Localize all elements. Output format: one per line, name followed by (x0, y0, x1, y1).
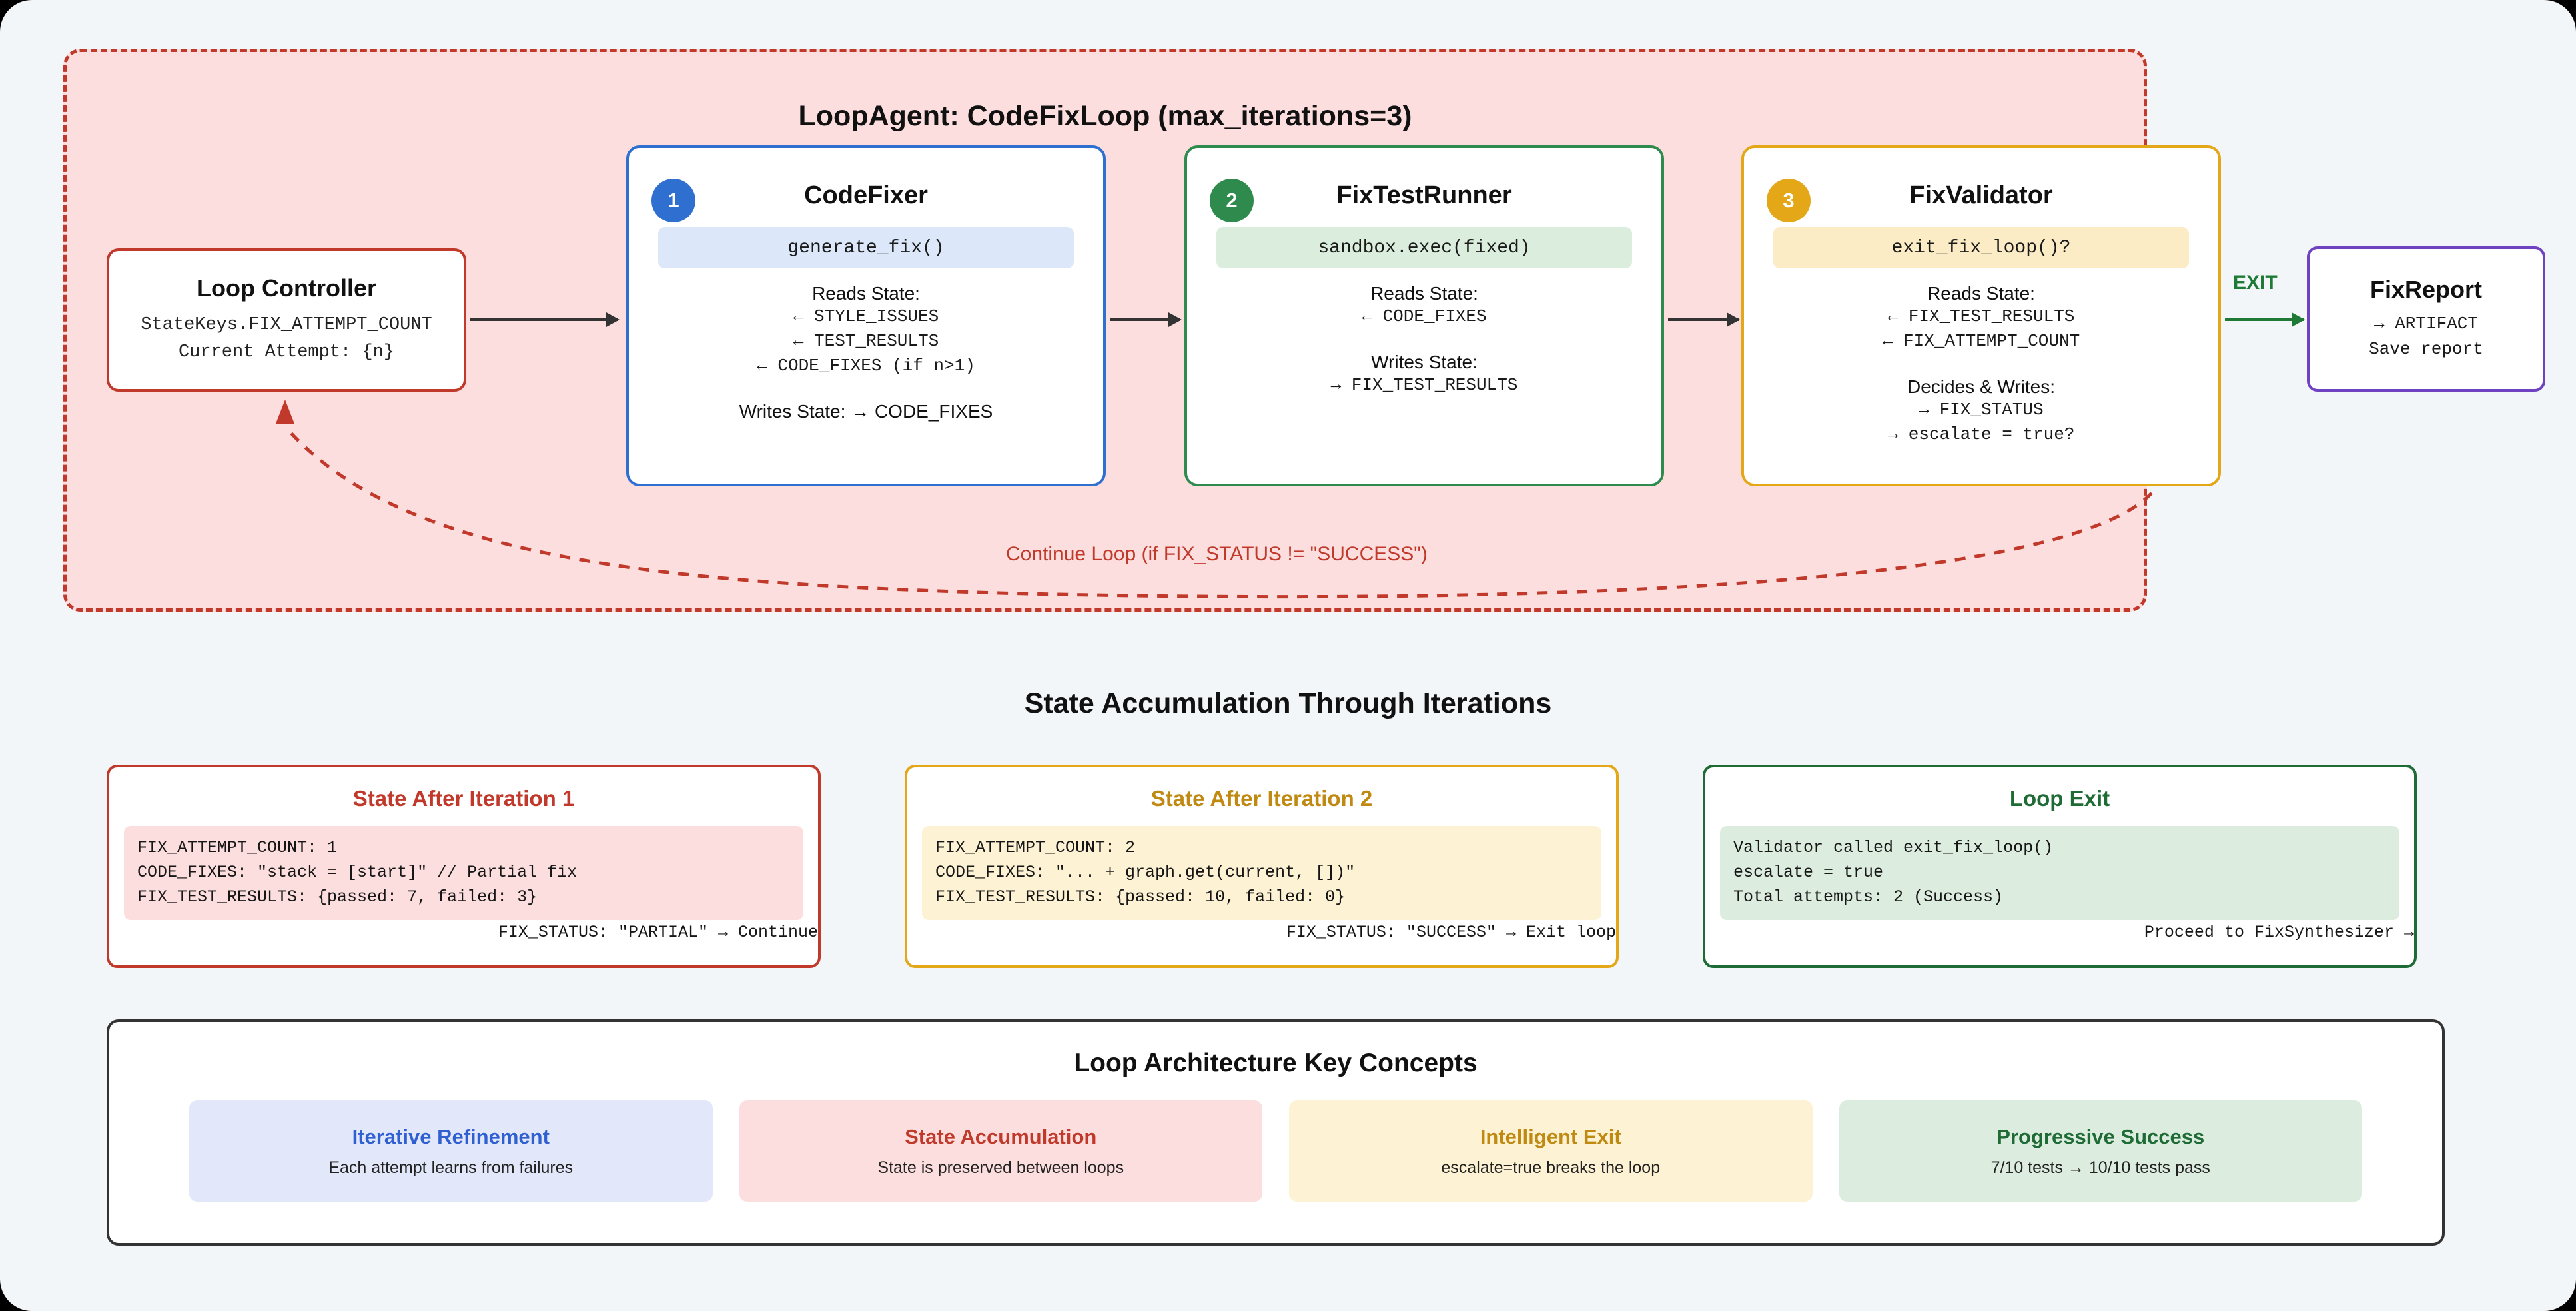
key-concepts-panel (107, 1019, 2445, 1246)
states-section-title: State Accumulation Through Iterations (1024, 687, 1552, 719)
concept-intelligent-exit[interactable] (1289, 1100, 1813, 1202)
state-line-2c: FIX_TEST_RESULTS: {passed: 10, failed: 0} (935, 887, 1346, 907)
concept-state-accumulation[interactable] (739, 1100, 1263, 1202)
state-body-3 (1720, 826, 2399, 920)
agent-body-fixvalidator (1744, 283, 2218, 447)
state-title-2: State After Iteration 2 (1150, 786, 1373, 811)
state-line-2b: CODE_FIXES: "... + graph.get(current, [])" (935, 863, 1356, 882)
reads-item-1c: ← CODE_FIXES (if n>1) (757, 355, 975, 376)
concept-title-2: State Accumulation (905, 1124, 1097, 1148)
agent-step-badge-1: 1 (651, 179, 695, 222)
reads-item-2a: ← CODE_FIXES (1362, 306, 1487, 326)
key-concepts-row (109, 1078, 2442, 1202)
writes-head-1: Writes State: → CODE_FIXES (739, 400, 993, 422)
state-footer-3: Proceed to FixSynthesizer → (2144, 923, 2414, 942)
fixreport-title: FixReport (2369, 276, 2482, 304)
loop-controller-statekey: StateKeys.FIX_ATTEMPT_COUNT (141, 315, 432, 335)
loop-controller-title: Loop Controller (197, 274, 376, 302)
state-card-loop-exit[interactable] (1703, 765, 2417, 968)
reads-head-3: Reads State: (1927, 283, 2035, 304)
agent-title-fixtestrunner: FixTestRunner (1336, 181, 1512, 209)
agent-title-codefixer: CodeFixer (804, 181, 928, 209)
concept-iterative-refinement[interactable] (189, 1100, 713, 1202)
reads-item-1a: ← STYLE_ISSUES (793, 306, 939, 326)
concept-progressive-success[interactable] (1839, 1100, 2363, 1202)
concept-title-3: Intelligent Exit (1480, 1124, 1621, 1148)
concept-desc-4: 7/10 tests → 10/10 tests pass (1990, 1158, 2210, 1177)
state-line-3b: escalate = true (1733, 863, 1884, 882)
agent-title-fixvalidator: FixValidator (1909, 181, 2053, 209)
arrow-testrunner-to-validator (1668, 318, 1739, 321)
state-body-1 (124, 826, 803, 920)
writes-head-3: Decides & Writes: (1907, 376, 2055, 397)
reads-head-2: Reads State: (1370, 283, 1478, 304)
concept-title-4: Progressive Success (1996, 1124, 2205, 1148)
writes-head-2: Writes State: (1371, 351, 1478, 372)
reads-item-3a: ← FIX_TEST_RESULTS (1887, 306, 2075, 326)
concept-desc-3: escalate=true breaks the loop (1441, 1158, 1661, 1177)
agent-card-fixtestrunner[interactable] (1184, 145, 1664, 486)
state-footer-1: FIX_STATUS: "PARTIAL" → Continue (498, 923, 818, 942)
reads-item-3b: ← FIX_ATTEMPT_COUNT (1882, 330, 2080, 351)
state-line-3c: Total attempts: 2 (Success) (1733, 887, 2004, 907)
loop-title: LoopAgent: CodeFixLoop (max_iterations=3) (798, 100, 1412, 132)
loop-controller-attempt: Current Attempt: {n} (178, 342, 395, 362)
loop-controller-node[interactable] (107, 248, 466, 392)
concept-title-1: Iterative Refinement (352, 1124, 550, 1148)
concept-desc-1: Each attempt learns from failures (328, 1158, 574, 1177)
agent-body-fixtestrunner (1187, 283, 1661, 398)
agent-step-badge-3: 3 (1767, 179, 1811, 222)
arrow-validator-to-report (2225, 318, 2304, 321)
agent-body-codefixer (629, 283, 1103, 422)
fixreport-artifact: → ARTIFACT (2373, 314, 2479, 334)
writes-item-3b: → escalate = true? (1887, 424, 2075, 444)
state-title-3: Loop Exit (2009, 786, 2110, 811)
arrow-controller-to-codefixer (470, 318, 618, 321)
state-line-1b: CODE_FIXES: "stack = [start]" // Partial fix (137, 863, 578, 882)
agent-call-fixtestrunner: sandbox.exec(fixed) (1216, 227, 1632, 268)
continue-loop-label: Continue Loop (if FIX_STATUS != "SUCCESS") (1006, 543, 1428, 565)
state-body-2 (922, 826, 1601, 920)
writes-item-2a: → FIX_TEST_RESULTS (1330, 374, 1518, 395)
concept-desc-2: State is preserved between loops (877, 1158, 1124, 1177)
fixreport-node[interactable] (2307, 246, 2545, 392)
state-card-iteration-1[interactable] (107, 765, 821, 968)
agent-card-fixvalidator[interactable] (1741, 145, 2221, 486)
arrow-codefixer-to-testrunner (1110, 318, 1180, 321)
state-card-iteration-2[interactable] (905, 765, 1619, 968)
agent-call-codefixer: generate_fix() (658, 227, 1074, 268)
writes-item-3a: → FIX_STATUS (1919, 399, 2044, 420)
fixreport-save: Save report (2369, 339, 2483, 359)
agent-step-badge-2: 2 (1210, 179, 1254, 222)
state-line-1a: FIX_ATTEMPT_COUNT: 1 (137, 838, 338, 857)
key-concepts-title: Loop Architecture Key Concepts (1074, 1049, 1478, 1077)
agent-call-fixvalidator: exit_fix_loop()? (1773, 227, 2189, 268)
state-line-1c: FIX_TEST_RESULTS: {passed: 7, failed: 3} (137, 887, 538, 907)
reads-item-1b: ← TEST_RESULTS (793, 330, 939, 351)
state-line-2a: FIX_ATTEMPT_COUNT: 2 (935, 838, 1136, 857)
state-line-3a: Validator called exit_fix_loop() (1733, 838, 2054, 857)
exit-label: EXIT (2233, 272, 2278, 294)
agent-card-codefixer[interactable] (626, 145, 1106, 486)
state-footer-2: FIX_STATUS: "SUCCESS" → Exit loop (1286, 923, 1616, 942)
reads-head-1: Reads State: (812, 283, 920, 304)
state-title-1: State After Iteration 1 (352, 786, 575, 811)
